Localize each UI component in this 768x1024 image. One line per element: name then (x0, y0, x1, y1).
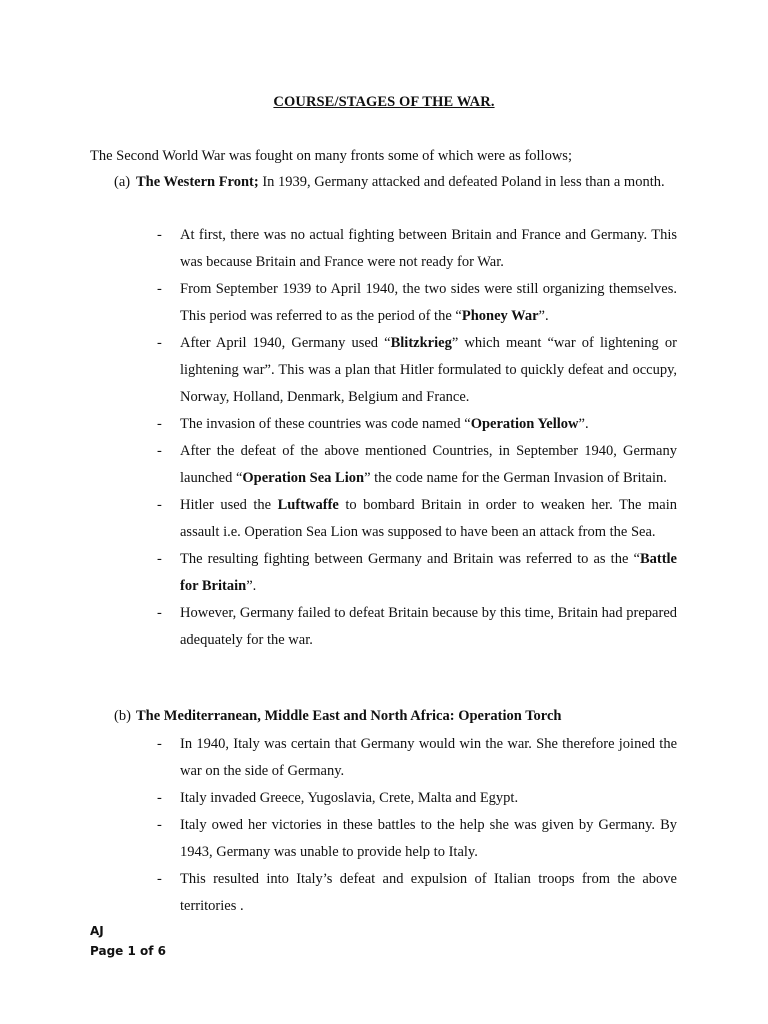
bullet-text-run: This resulted into Italy’s defeat and expulsion of Italian troops from the above territories . (180, 871, 677, 914)
bullet-item (157, 276, 677, 330)
bullet-text (180, 866, 677, 920)
section-a-text (136, 169, 680, 196)
section-b (114, 703, 680, 730)
bullet-dash: - (157, 605, 162, 621)
bullet-text (180, 411, 677, 438)
bullet-text-run: From September 1939 to April 1940, the two sides were still organizing themselves. This period was referred to as the period of the “ (180, 281, 677, 324)
bullet-text-run: ” which meant “war of lightening or lightening war”. This was a plan that Hitler formulated to quickly defeat and occupy, Norway, Holland, Denmark, Belgium and France. (180, 335, 677, 405)
bullet-text (180, 438, 677, 492)
bullet-text (180, 812, 677, 866)
bullet-dash: - (157, 871, 162, 887)
bullet-item (157, 438, 677, 492)
bullet-text-run: Hitler used the (180, 497, 278, 513)
bullet-text-run: Italy owed her victories in these battles to the help she was given by Germany. By 1943, Germany was unable to provide help to Italy. (180, 817, 677, 860)
section-a-heading: The Western Front; (136, 174, 259, 190)
section-b-heading: The Mediterranean, Middle East and North Africa: Operation Torch (136, 708, 562, 724)
section-a-bullet-list (157, 222, 677, 654)
section-b-heading-row (114, 703, 680, 730)
bullet-text-run: After the defeat of the above mentioned Countries, in September 1940, Germany launched “ (180, 443, 677, 486)
bullet-text-run: ” the code name for the German Invasion of Britain. (364, 470, 667, 486)
intro-paragraph: The Second World War was fought on many fronts some of which were as follows; (90, 148, 572, 164)
bullet-dash: - (157, 497, 162, 513)
bullet-item (157, 785, 677, 812)
bullet-dash: - (157, 335, 162, 351)
bullet-item (157, 731, 677, 785)
bullet-text (180, 276, 677, 330)
section-a-letter: (a) (114, 174, 131, 190)
bold-term: Phoney War (461, 308, 539, 324)
section-a (114, 169, 680, 196)
bullet-item (157, 866, 677, 920)
bullet-dash: - (157, 443, 162, 459)
bullet-text-run: In 1940, Italy was certain that Germany would win the war. She therefore joined the war on the side of Germany. (180, 736, 677, 779)
bullet-item (157, 222, 677, 276)
bullet-text-run: Italy invaded Greece, Yugoslavia, Crete, Malta and Egypt. (180, 790, 519, 806)
bullet-text-run: to bombard Britain in order to weaken her. The main assault i.e. Operation Sea Lion was supposed to have been an attack from the Sea. (180, 497, 677, 540)
section-a-heading-row (114, 169, 680, 196)
bullet-item (157, 492, 677, 546)
bullet-text (180, 546, 677, 600)
bullet-text (180, 492, 677, 546)
bullet-dash: - (157, 736, 162, 752)
bullet-dash: - (157, 281, 162, 297)
bold-term: Battle for Britain (180, 551, 677, 594)
bullet-text-run: ”. (246, 578, 257, 594)
section-b-letter: (b) (114, 708, 131, 724)
page-title: COURSE/STAGES OF THE WAR. (273, 94, 495, 110)
bullet-text-run: After April 1940, Germany used “ (180, 335, 391, 351)
bullet-text-run: The resulting fighting between Germany and Britain was referred to as the “ (180, 551, 640, 567)
bullet-dash: - (157, 416, 162, 432)
bullet-text (180, 330, 677, 411)
bullet-dash: - (157, 551, 162, 567)
bullet-item (157, 330, 677, 411)
bullet-text (180, 222, 677, 276)
bullet-text (180, 600, 677, 654)
bullet-text-run: However, Germany failed to defeat Britain because by this time, Britain had prepared adequately for the war. (180, 605, 677, 648)
bold-term: Operation Sea Lion (242, 470, 365, 486)
bold-term: Blitzkrieg (390, 335, 452, 351)
bullet-dash: - (157, 790, 162, 806)
bullet-item (157, 812, 677, 866)
bullet-text-run: ”. (538, 308, 549, 324)
bullet-text-run: ”. (578, 416, 589, 432)
bullet-dash: - (157, 227, 162, 243)
bullet-item (157, 546, 677, 600)
section-a-body: In 1939, Germany attacked and defeated Poland in less than a month. (258, 174, 665, 190)
bullet-text (180, 785, 677, 812)
bold-term: Luftwaffe (277, 497, 339, 513)
section-b-bullet-list (157, 731, 677, 920)
bold-term: Operation Yellow (470, 416, 579, 432)
bullet-dash: - (157, 817, 162, 833)
bullet-text-run: At first, there was no actual fighting between Britain and France and Germany. This was because Britain and France were not ready for War. (180, 227, 677, 270)
bullet-text-run: The invasion of these countries was code named “ (180, 416, 471, 432)
footer-author: AJ (90, 924, 104, 938)
bullet-item (157, 411, 677, 438)
footer-page-number: Page 1 of 6 (90, 944, 166, 958)
bullet-item (157, 600, 677, 654)
bullet-text (180, 731, 677, 785)
